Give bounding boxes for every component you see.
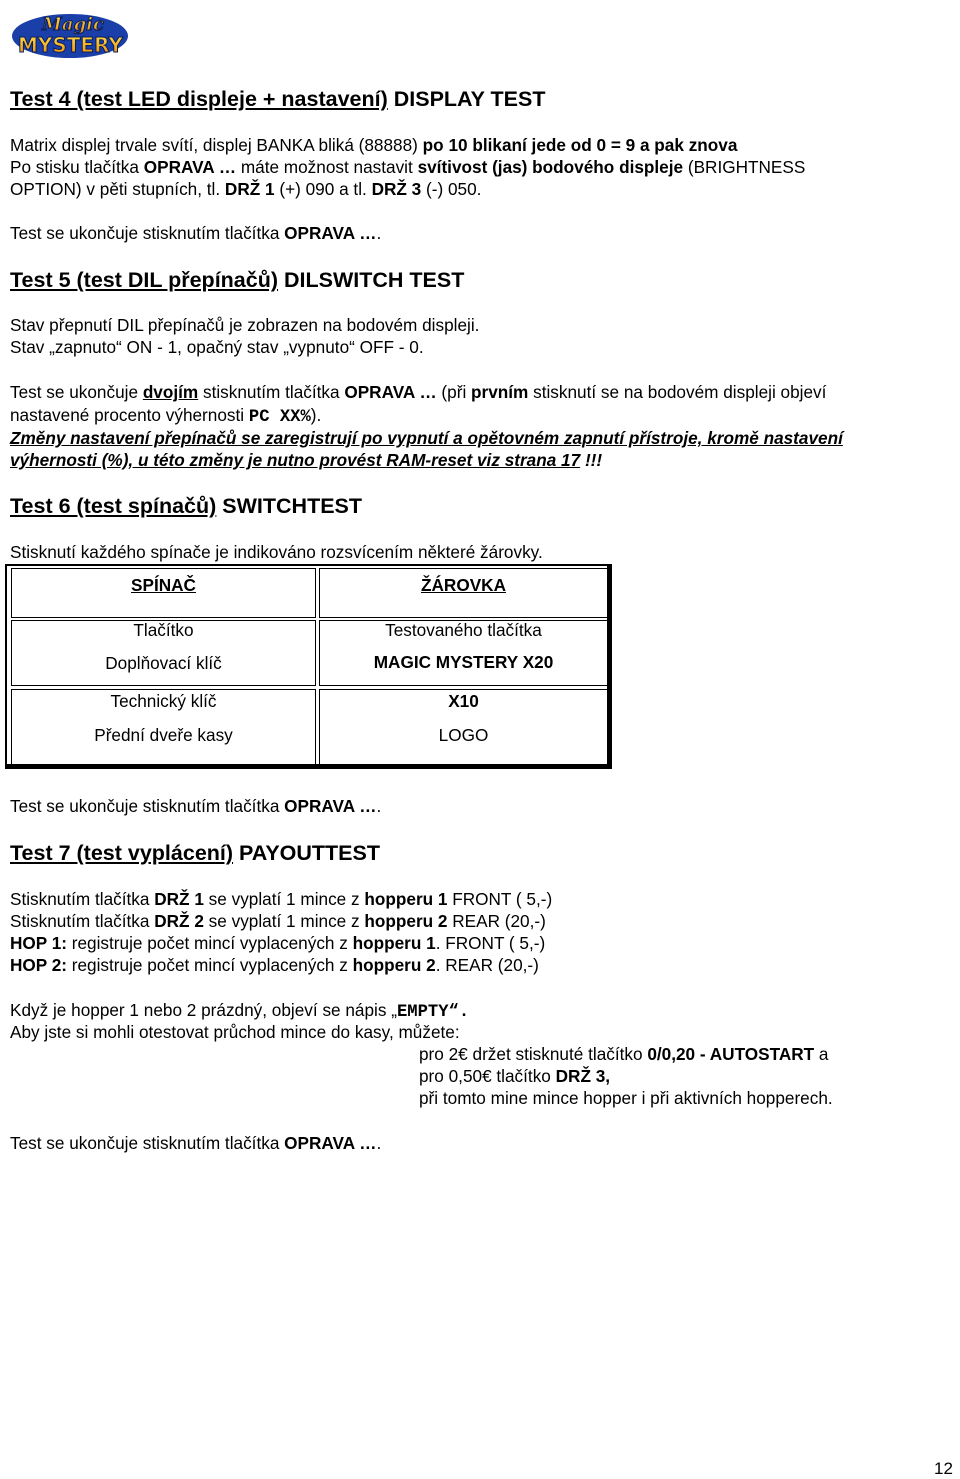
test5-line2: Stav „zapnuto“ ON - 1, opačný stav „vypnuto“ OFF - 0. (10, 337, 424, 357)
text-mono: PC XX% (248, 408, 311, 427)
test6-heading (10, 493, 362, 519)
test4-line3 (10, 178, 481, 200)
test7-line6: Aby jste si mohli otestovat průchod mince do kasy, můžete: (10, 1022, 460, 1042)
test4-title-suffix: DISPLAY TEST (387, 87, 546, 111)
test7-line4 (10, 954, 539, 976)
test5-line3 (10, 381, 826, 403)
test7-line8 (419, 1065, 610, 1087)
text-bold: DRŽ 1 (154, 889, 204, 909)
text-bold: prvním (471, 382, 529, 402)
magic-mystery-logo (10, 6, 130, 60)
table-header-switch: SPÍNAČ (131, 575, 196, 595)
text-bold: DRŽ 2 (154, 911, 204, 931)
text: . (376, 796, 382, 816)
text: registruje počet mincí vyplacených z (67, 933, 353, 953)
text-bold: DRŽ 3, (555, 1066, 611, 1086)
text-bold: hopperu 2 (352, 955, 436, 975)
text-bold: svítivost (jas) bodového displeje (417, 157, 684, 177)
test4-title: Test 4 (test LED displeje + nastavení) (10, 87, 388, 111)
test7-line2 (10, 910, 546, 932)
text: . (376, 1133, 382, 1153)
test5-heading (10, 267, 464, 293)
text: Stisknutím tlačítka (10, 889, 155, 909)
text: . REAR (20,-) (435, 955, 539, 975)
test4-line1 (10, 134, 737, 156)
logo-text-mystery: MYSTERY (18, 33, 123, 57)
text-bold: OPRAVA … (344, 382, 437, 402)
text: registruje počet mincí vyplacených z (67, 955, 353, 975)
table-row-bulb: X10 (448, 691, 479, 711)
text: nastavené procento výhernosti (10, 405, 249, 425)
text: se vyplatí 1 mince z (203, 911, 365, 931)
text: Test se ukončuje (10, 382, 143, 402)
text: se vyplatí 1 mince z (203, 889, 365, 909)
test7-line9: při tomto mine mince hopper i při aktivních hopperech. (419, 1088, 833, 1108)
page-number: 12 (934, 1459, 953, 1478)
text: výhernosti (%), u této změny je nutno provést RAM-reset viz strana 17 (10, 450, 581, 470)
text-bold: OPRAVA … (143, 157, 237, 177)
text-bold: DRŽ 3 (371, 179, 422, 199)
test4-line2 (10, 156, 805, 178)
text-bold: hopperu 2 (364, 911, 448, 931)
test5-title-suffix: DILSWITCH TEST (278, 268, 465, 292)
text: (při (436, 382, 472, 402)
text: OPTION) v pěti stupních, tl. (10, 179, 225, 199)
test6-end (10, 795, 381, 817)
test6-title: Test 6 (test spínačů) (10, 494, 217, 518)
text: Test se ukončuje stisknutím tlačítka (10, 1133, 285, 1153)
text: a (814, 1044, 829, 1064)
text: pro 0,50€ tlačítko (419, 1066, 556, 1086)
table-row-bulb: MAGIC MYSTERY X20 (373, 652, 554, 672)
text: REAR (20,-) (447, 911, 546, 931)
text: Matrix displej trvale svítí, displej BANKA bliká (88888) (10, 135, 423, 155)
text: stisknutím tlačítka (198, 382, 345, 402)
text-bold: hopperu 1 (352, 933, 436, 953)
text-bold: 0/0,20 - AUTOSTART (647, 1044, 815, 1064)
table-row-bulb: LOGO (438, 725, 489, 745)
test7-line1 (10, 888, 552, 910)
test7-line3 (10, 932, 545, 954)
test5-warning-line2 (10, 449, 602, 471)
table-row-switch: Přední dveře kasy (94, 725, 233, 745)
test5-warning-line1: Změny nastavení přepínačů se zaregistrují po vypnutí a opětovném zapnutí přístroje, kromě nastavení (10, 428, 843, 448)
test6-intro: Stisknutí každého spínače je indikováno rozsvícením některé žárovky. (10, 542, 543, 562)
test6-title-suffix: SWITCHTEST (216, 494, 363, 518)
text-bold: DRŽ 1 (224, 179, 275, 199)
text-bold: OPRAVA … (284, 223, 377, 243)
text-bold: OPRAVA … (284, 796, 377, 816)
table-row-bulb: Testovaného tlačítka (385, 620, 542, 640)
text-bold: po 10 blikaní jede od 0 = 9 a pak znova (422, 135, 738, 155)
logo-text-magic: Magic (42, 14, 104, 35)
text: Když je hopper 1 nebo 2 prázdný, objeví se nápis „ (10, 1000, 397, 1020)
text: . FRONT ( 5,-) (435, 933, 546, 953)
text: Stisknutím tlačítka (10, 911, 155, 931)
text: (-) 050. (421, 179, 482, 199)
test5-line4 (10, 404, 321, 429)
test7-line7 (419, 1043, 829, 1065)
test4-end (10, 222, 381, 244)
text: Test se ukončuje stisknutím tlačítka (10, 796, 285, 816)
test5-title: Test 5 (test DIL přepínačů) (10, 268, 279, 292)
test7-end (10, 1132, 381, 1154)
text-bold: dvojím (142, 382, 199, 402)
text-bold: hopperu 1 (364, 889, 448, 909)
text: Test se ukončuje stisknutím tlačítka (10, 223, 285, 243)
table-row-switch: Technický klíč (110, 691, 217, 711)
text: ). (310, 405, 322, 425)
table-row-switch: Tlačítko (133, 620, 194, 640)
table-header-bulb: ŽÁROVKA (421, 575, 506, 595)
text: pro 2€ držet stisknuté tlačítko (419, 1044, 648, 1064)
text: (+) 090 a tl. (274, 179, 372, 199)
test7-heading (10, 840, 380, 866)
text: Po stisku tlačítka (10, 157, 144, 177)
test7-title-suffix: PAYOUTTEST (233, 841, 380, 865)
text: (BRIGHTNESS (683, 157, 806, 177)
text: FRONT ( 5,-) (447, 889, 553, 909)
text-bold: HOP 1: (10, 933, 67, 953)
text: máte možnost nastavit (236, 157, 418, 177)
table-row-switch: Doplňovací klíč (105, 653, 222, 673)
test5-line1: Stav přepnutí DIL přepínačů je zobrazen na bodovém displeji. (10, 315, 480, 335)
test7-title: Test 7 (test vyplácení) (10, 841, 234, 865)
test4-heading (10, 86, 545, 112)
text-bold: OPRAVA … (284, 1133, 377, 1153)
text: !!! (580, 450, 603, 470)
text-mono: EMPTY“. (396, 1003, 470, 1022)
text: . (376, 223, 382, 243)
text: stisknutí se na bodovém displeji objeví (528, 382, 827, 402)
text-bold: HOP 2: (10, 955, 67, 975)
